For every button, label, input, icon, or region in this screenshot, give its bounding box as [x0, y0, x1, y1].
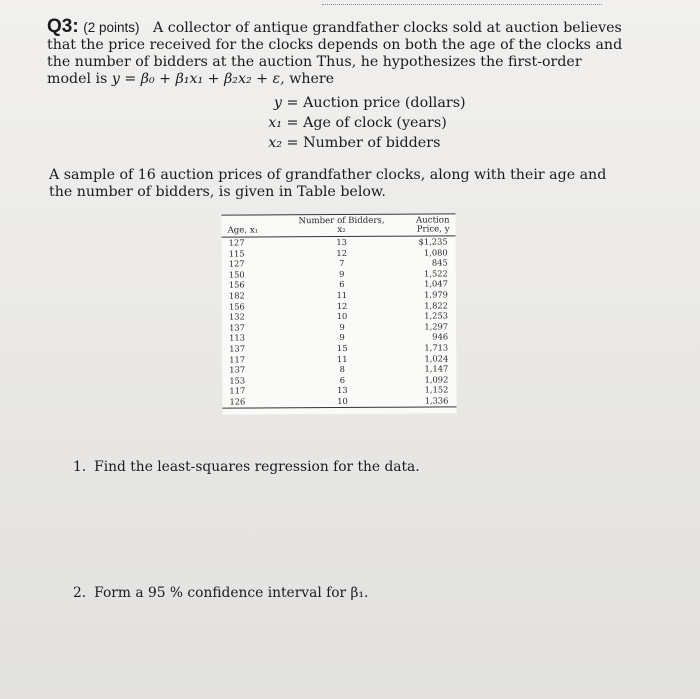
- age-cell: 132: [228, 311, 245, 322]
- question-label: Q3:: [47, 16, 79, 37]
- age-cell: 137: [229, 343, 246, 354]
- price-cell: $1,235: [418, 236, 448, 247]
- age-cell: 117: [229, 354, 246, 365]
- age-cell: 137: [229, 322, 245, 333]
- age-cell: 127: [228, 237, 245, 248]
- price-cell: 946: [432, 331, 449, 342]
- age-cell: 153: [229, 375, 246, 386]
- age-cell: 182: [228, 290, 245, 301]
- question-header: [47, 18, 627, 88]
- definition-symbol: x₂: [268, 135, 282, 151]
- price-cell: 1,080: [423, 247, 448, 258]
- model-tail: where: [289, 71, 335, 87]
- definition-x2: [252, 133, 440, 153]
- price-cell: 1,253: [424, 310, 449, 321]
- bidders-cell: 8: [339, 364, 345, 375]
- price-cell: 1,092: [424, 374, 449, 385]
- question-intro: A collector of antique grandfather clocks sold at auction believes that the price received for the clocks depends on both the age of the clocks and the number of bidders at the auction Thus, he hypothesizes the first-order model is: [47, 20, 623, 87]
- age-cell: 156: [228, 279, 245, 290]
- header-bidders: Number of Bidders, x₂: [292, 214, 390, 237]
- price-cell: 1,024: [424, 352, 449, 364]
- age-cell: 156: [228, 301, 245, 312]
- bidders-cell: 12: [336, 247, 347, 258]
- task-number: 1.: [73, 459, 87, 475]
- dotted-divider: [322, 4, 602, 5]
- header-age: Age, x₁: [221, 215, 292, 237]
- table-body: [222, 236, 457, 408]
- price-cell: 1,713: [424, 342, 449, 353]
- bidders-cell: 15: [336, 342, 348, 353]
- bidders-cell: 10: [336, 311, 348, 322]
- bidders-cell: 7: [339, 258, 345, 269]
- task-text: Find the least-squares regression for the data.: [94, 459, 420, 475]
- age-cell: 117: [229, 385, 246, 396]
- price-cell: 1,822: [424, 299, 448, 311]
- table-row: [222, 395, 456, 407]
- age-cell: 126: [222, 396, 293, 407]
- age-cell: 113: [229, 332, 245, 343]
- definition-symbol: y: [273, 95, 282, 111]
- task-item-1: [73, 459, 420, 475]
- age-cell: 137: [229, 364, 246, 375]
- bidders-cell: 9: [339, 332, 345, 343]
- bidders-cell: 12: [336, 300, 348, 311]
- price-cell: 1,147: [424, 363, 449, 374]
- definition-symbol: x₁: [268, 115, 282, 131]
- task-item-2: [73, 585, 368, 601]
- bidders-cell: 11: [336, 289, 348, 300]
- definition-text: = Age of clock (years): [286, 115, 447, 131]
- bidders-cell: 9: [339, 268, 345, 279]
- age-cell: 127: [228, 258, 245, 269]
- bidders-cell: 13: [336, 236, 347, 248]
- bidders-cell: 6: [339, 279, 345, 290]
- question-points: (2 points): [83, 20, 140, 35]
- sample-description: A sample of 16 auction prices of grandfather clocks, along with their age and the number of bidders, is given in Table below.: [49, 167, 607, 200]
- price-cell: 1,152: [424, 384, 449, 395]
- definition-text: = Auction price (dollars): [286, 95, 466, 111]
- age-cell: 150: [228, 269, 245, 280]
- price-cell: 1,047: [424, 278, 448, 289]
- definition-x1: [252, 113, 447, 133]
- table-row: [222, 236, 456, 248]
- task-text: Form a 95 % confidence interval for β₁.: [94, 585, 369, 601]
- task-number: 2.: [73, 585, 87, 601]
- header-price: Auction Price, y: [390, 214, 455, 236]
- bidders-cell: 9: [339, 321, 345, 332]
- definition-text: = Number of bidders: [286, 135, 441, 151]
- auction-data-table: [221, 213, 456, 408]
- model-equation: y = β₀ + β₁x₁ + β₂x₂ + ε,: [111, 71, 285, 87]
- price-cell: 1,522: [423, 268, 448, 279]
- price-cell: 1,336: [391, 395, 456, 406]
- bidders-cell: 10: [293, 396, 391, 408]
- price-cell: 845: [431, 257, 448, 268]
- bidders-cell: 11: [336, 353, 348, 364]
- price-cell: 1,979: [424, 289, 448, 300]
- price-cell: 1,297: [424, 321, 449, 332]
- data-table-image: [221, 213, 456, 414]
- age-cell: 115: [228, 248, 245, 259]
- bidders-cell: 6: [339, 374, 346, 385]
- definition-y: [252, 93, 466, 113]
- bidders-cell: 13: [337, 385, 348, 396]
